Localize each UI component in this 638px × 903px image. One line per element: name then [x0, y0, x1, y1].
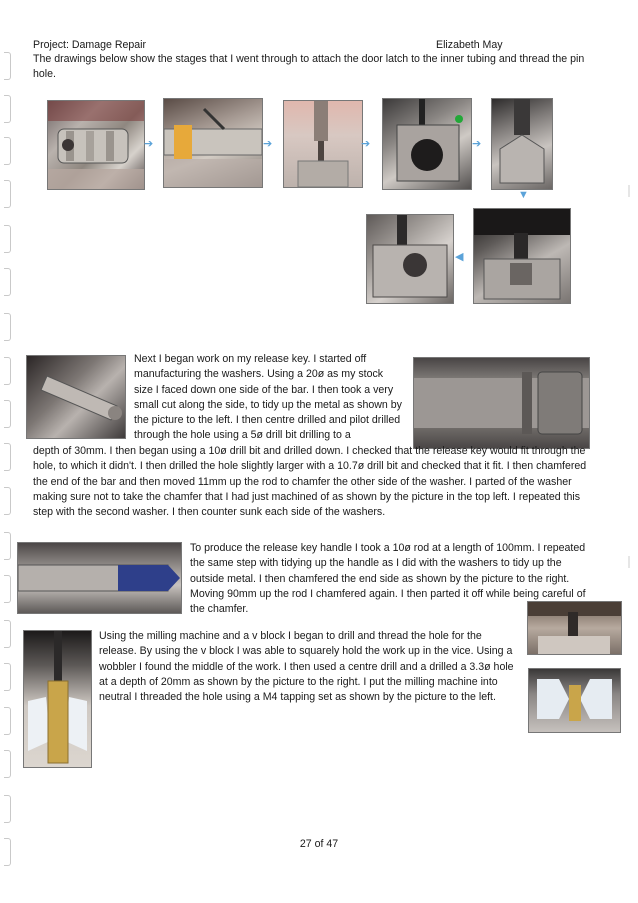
process-photo-6 — [473, 208, 571, 304]
binder-ring — [4, 225, 11, 253]
section1-body-text: depth of 30mm. I then began using a 10ø drill bit and drilled down. I checked that the release key would fit through the hole, to which it didn't. I then drilled the hole slightly larger with a 10.7ø drill bit and checked that it fit. I then chamfered the end of the bar and then moved 11mm up the rod to chamfer the other side of the washer. I parted of the washer making sure not to take the chamfer that I had just machined of as shown by the picture in the top left. I repeated this step with the second washer. I then counter sunk each side of the washers. — [33, 445, 587, 519]
arrow-right-icon: ➔ — [472, 138, 482, 150]
binder-ring — [4, 400, 11, 428]
binder-edge — [0, 0, 18, 903]
binder-ring — [4, 663, 11, 691]
edge-mark — [628, 556, 630, 568]
finished-latch-image — [367, 215, 453, 303]
section1-lead-text: Next I began work on my release key. I started off manufacturing the washers. Using a 20ø as my stock size I faced down one side of the bar. I then took a very small cut along the side, to tidy up the metal as shown by the picture to the left. I then centre drilled and pilot drilled through the hole using a 5ø drill bit drilling to a — [134, 353, 402, 442]
tapping-image — [24, 631, 91, 767]
binder-ring — [4, 795, 11, 823]
arrow-right-icon: ➔ — [361, 138, 371, 150]
handle-rod-image — [18, 543, 181, 613]
binder-ring — [4, 750, 11, 778]
process-photo-5 — [491, 98, 553, 190]
binder-ring — [4, 620, 11, 648]
arrow-down-icon: ▼ — [518, 189, 529, 201]
handle-lathe-photo — [17, 542, 182, 614]
milling-setup-photo — [527, 601, 622, 655]
edge-mark — [628, 185, 630, 197]
washer-lathe-photo — [26, 355, 126, 439]
intro-paragraph: The drawings below show the stages that I went through to attach the door latch to the inner tubing and thread the pin hole. — [33, 53, 585, 80]
v-block-image — [528, 602, 621, 654]
binder-ring — [4, 487, 11, 515]
binder-ring — [4, 95, 11, 123]
binder-ring — [4, 575, 11, 603]
binder-ring — [4, 443, 11, 471]
milled-slot-image — [474, 209, 570, 303]
process-photo-7 — [366, 214, 454, 304]
binder-ring — [4, 532, 11, 560]
drilling-photo — [528, 668, 621, 733]
binder-ring — [4, 707, 11, 735]
drill-bit-image — [284, 101, 362, 187]
section3-text: Using the milling machine and a v block I began to drill and thread the hole for the release. By using the v block I was able to squarely hold the work up in the vice. Using a wobbler I found the middle of the work. I then used a centre drill and a drilled a 3.3ø hole at a depth of 20mm as shown by the picture to the right. I put the milling machine into neutral I threaded the hole using a M4 tapping set as shown by the picture to the left. — [99, 630, 514, 704]
arrow-right-icon: ➔ — [263, 138, 273, 150]
mill-chamfer-image — [492, 99, 552, 189]
binder-ring — [4, 357, 11, 385]
page-number: 27 of 47 — [299, 838, 339, 850]
process-photo-3 — [283, 100, 363, 188]
process-photo-1 — [47, 100, 145, 190]
project-title: Project: Damage Repair — [33, 39, 147, 51]
washer-bar-photo — [413, 357, 590, 449]
lathe-cut-image — [164, 99, 262, 187]
lathe-washer-image — [48, 101, 144, 189]
author-name: Elizabeth May — [436, 39, 503, 51]
drilled-work-image — [529, 669, 620, 732]
arrow-right-icon: ➔ — [144, 138, 154, 150]
binder-ring — [4, 137, 11, 165]
bar-stock-image — [414, 358, 589, 448]
arrow-left-icon: ◀ — [455, 251, 464, 263]
binder-ring — [4, 52, 11, 80]
process-photo-4 — [382, 98, 472, 190]
binder-ring — [4, 180, 11, 208]
process-photo-2 — [163, 98, 263, 188]
binder-ring — [4, 313, 11, 341]
tapping-photo — [23, 630, 92, 768]
washer-turning-image — [27, 356, 125, 438]
drilled-hole-image — [383, 99, 471, 189]
binder-ring — [4, 268, 11, 296]
section2-text: To produce the release key handle I took a 10ø rod at a length of 100mm. I repeated the same step with tidying up the handle as I did with the washers to tidy up the outside metal. I then chamfered the end side as shown by the picture to the right. Moving 90mm up the rod I chamfered again. I then parted it off while being careful of the chamfer. — [190, 542, 586, 616]
